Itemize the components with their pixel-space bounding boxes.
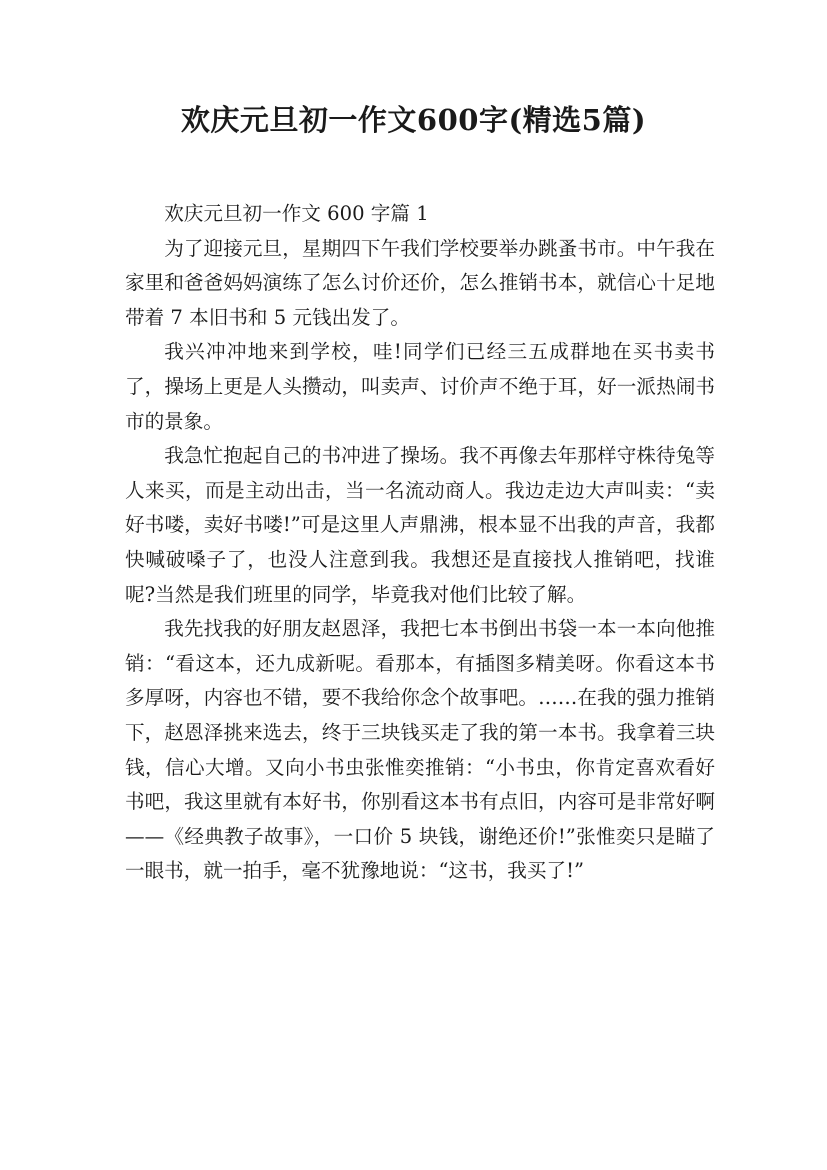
paragraph: 我先找我的好朋友赵恩泽，我把七本书倒出书袋一本一本向他推销：“看这本，还九成新呢。看那本，有插图多精美呀。你看这本书多厚呀，内容也不错，要不我给你念个故事吧。……在我的强力推销下，赵恩泽挑来选去，终于三块钱买走了我的第一本书。我拿着三块钱，信心大增。又向小书虫张惟奕推销：“小书虫，你肯定喜欢看好书吧，我这里就有本好书，你别看这本书有点旧，内容可是非常好啊——《经典教子故事》，一口价 5 块钱，谢绝还价!”张惟奕只是瞄了一眼书，就一拍手，毫不犹豫地说：“这书，我买了!” (125, 617, 715, 883)
paragraph: 我兴冲冲地来到学校，哇!同学们已经三五成群地在买书卖书了，操场上更是人头攒动，叫卖声、讨价声不绝于耳，好一派热闹书市的景象。 (125, 340, 715, 433)
document-body (125, 197, 715, 889)
paragraph: 我急忙抱起自己的书冲进了操场。我不再像去年那样守株待兔等人来买，而是主动出击，当一名流动商人。我边走边大声叫卖：“卖好书喽，卖好书喽!”可是这里人声鼎沸，根本显不出我的声音，我都快喊破嗓子了，也没人注意到我。我想还是直接找人推销吧，找谁呢?当然是我们班里的同学，毕竟我对他们比较了解。 (125, 444, 715, 606)
section-heading: 欢庆元旦初一作文 600 字篇 1 (164, 202, 429, 225)
paragraph: 为了迎接元旦，星期四下午我们学校要举办跳蚤书市。中午我在家里和爸爸妈妈演练了怎么讨价还价，怎么推销书本，就信心十足地带着 7 本旧书和 5 元钱出发了。 (125, 236, 715, 329)
document-title: 欢庆元旦初一作文600字(精选5篇) (180, 103, 647, 137)
